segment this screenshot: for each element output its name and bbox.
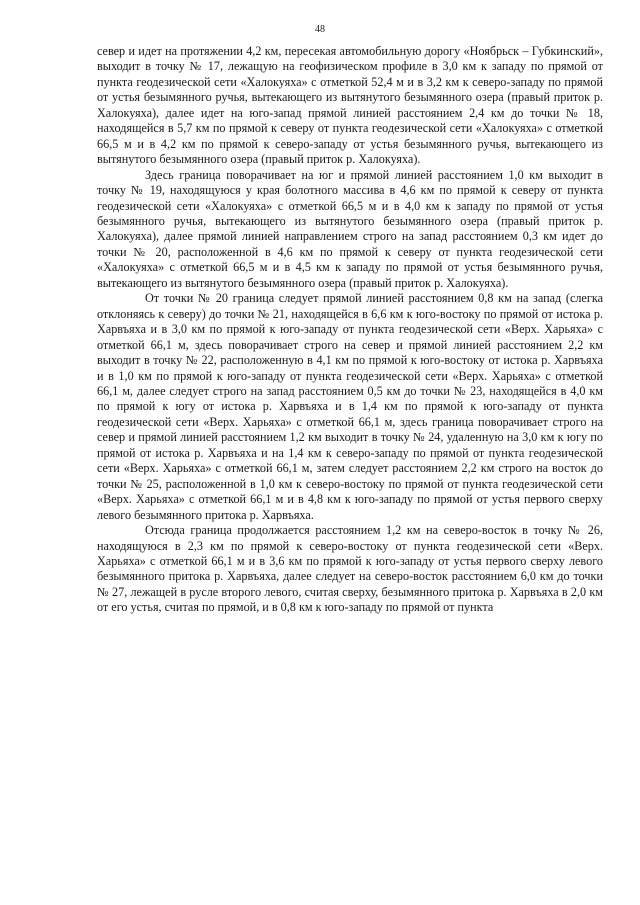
paragraph-2: Здесь граница поворачивает на юг и прямой линией расстоянием 1,0 км выходит в точку № 19, находящуюся у края болотного массива в 4,6 км по прямой к северу от пункта геодезической сети «Халокуяха» с отметкой 66,5 м и в 4,0 км к западу по прямой от устья безымянного ручья, вытекающего из вытянутого безымянного озера (правый приток р. Халокуяха), далее прямой линией направлением строго на запад расстоянием 0,3 км идет до точки № 20, расположенной в 4,6 км по прямой к северу от пункта геодезической сети «Халокуяха» с отметкой 66,5 м и в 4,5 км к западу по прямой от устья безымянного ручья, вытекающего из вытянутого безымянного озера (правый приток р. Халокуяха).	[97, 167, 603, 290]
paragraph-3: От точки № 20 граница следует прямой линией расстоянием 0,8 км на запад (слегка отклоняясь к северу) до точки № 21, находящейся в 6,6 км к юго-востоку по прямой от истока р. Харвъяха и в 3,0 км по прямой к юго-западу от пункта геодезической сети «Верх. Харьяха» с отметкой 66,1 м, здесь поворачивает строго на север и прямой линией расстоянием 2,2 км выходит в точку № 22, расположенную в 4,1 км по прямой к юго-востоку от истока р. Харвъяха и в 1,0 км по прямой к юго-западу от пункта геодезической сети «Верх. Харьяха» с отметкой 66,1 м, далее следует строго на запад расстоянием 0,5 км до точки № 23, находящейся в 4,0 км по прямой к югу от истока р. Харвъяха и в 1,4 км по прямой к юго-западу от пункта геодезической сети «Верх. Харьяха» с отметкой 66,1 м, здесь граница поворачивает строго на север и прямой линией расстоянием 1,2 км выходит в точку № 24, удаленную на 3,0 км к югу по прямой от истока р. Харвъяха и на 1,4 км к северо-западу по прямой от пункта геодезической сети «Верх. Харьяха» с отметкой 66,1 м, затем следует расстоянием 2,2 км строго на восток до точки № 25, расположенной в 1,0 км к северо-востоку по прямой от пункта геодезической сети «Верх. Харьяха» с отметкой 66,1 м и в 4,8 км к юго-западу по прямой от устья первого сверху левого безымянного притока р. Харвъяха.	[97, 291, 603, 522]
paragraph-4: Отсюда граница продолжается расстоянием 1,2 км на северо-восток в точку № 26, находящуюся в 2,3 км по прямой к северо-востоку от пункта геодезической сети «Верх. Харьяха» с отметкой 66,1 м и в 3,6 км по прямой к юго-западу от устья первого сверху левого безымянного притока р. Харвъяха, далее следует на северо-восток расстоянием 6,0 км до точки № 27, лежащей в русле второго левого, считая сверху, безымянного притока р. Харвъяха в 2,0 км от его устья, считая по прямой, и в 0,8 км к юго-западу по прямой от пункта	[97, 523, 603, 615]
page-number: 48	[315, 24, 325, 35]
document-body	[97, 44, 603, 616]
paragraph-1: север и идет на протяжении 4,2 км, пересекая автомобильную дорогу «Ноябрьск – Губкинский», выходит в точку № 17, лежащую на геофизическом профиле в 3,0 км к западу по прямой от пункта геодезической сети «Халокуяха» с отметкой 52,4 м и в 3,2 км к северо-западу по прямой от устья безымянного ручья, вытекающего из вытянутого безымянного озера (правый приток р. Халокуяха), далее идет на юго-запад прямой линией расстоянием 2,4 км до точки № 18, находящейся в 5,7 км по прямой к северу от пункта геодезической сети «Халокуяха» с отметкой 66,5 м и в 4,2 км по прямой к северо-западу от устья безымянного ручья, вытекающего из вытянутого безымянного озера (правый приток р. Халокуяха).	[97, 44, 603, 167]
